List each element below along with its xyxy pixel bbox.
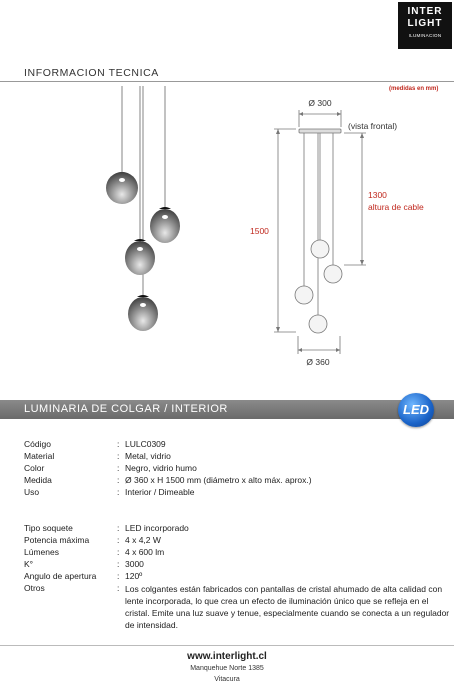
spec-label: Código xyxy=(24,439,51,449)
spec-label: Material xyxy=(24,451,55,461)
bottom-diameter-label: Ø 360 xyxy=(306,357,330,367)
spec-separator: : xyxy=(117,535,120,545)
led-badge: LED xyxy=(398,393,434,427)
spec-value: Metal, vidrio xyxy=(125,451,171,461)
category-band xyxy=(0,400,454,419)
spec-label: Color xyxy=(24,463,45,473)
top-diameter-label: Ø 300 xyxy=(308,98,332,108)
spec-label: Otros xyxy=(24,583,45,593)
spec-separator: : xyxy=(117,487,120,497)
spec-value: 120º xyxy=(125,571,143,581)
logo-line-1: INTER xyxy=(407,6,443,17)
technical-drawing xyxy=(274,110,366,354)
spec-value: Ø 360 x H 1500 mm (diámetro x alto máx. aprox.) xyxy=(125,475,312,485)
spec-separator: : xyxy=(117,439,120,449)
spec-separator: : xyxy=(117,475,120,485)
website-link[interactable]: www.interlight.cl xyxy=(187,651,267,662)
address-line-2: Vitacura xyxy=(214,676,240,683)
cable-length-label: 1300 xyxy=(368,190,387,200)
address-line-1: Manquehue Norte 1385 xyxy=(190,665,264,672)
pendant-shade-4 xyxy=(128,295,158,331)
category-title: LUMINARIA DE COLGAR / INTERIOR xyxy=(24,403,228,415)
spec-value: 4 x 4,2 W xyxy=(125,535,161,545)
dimensions-unit-note: (medidas en mm) xyxy=(389,86,439,92)
spec-separator: : xyxy=(117,451,120,461)
spec-separator: : xyxy=(117,559,120,569)
spec-label: Lúmenes xyxy=(24,547,59,557)
spec-separator: : xyxy=(117,583,120,593)
spec-separator: : xyxy=(117,547,120,557)
cable-length-caption: altura de cable xyxy=(368,202,424,212)
footer xyxy=(0,651,454,684)
spec-value: 4 x 600 lm xyxy=(125,547,165,557)
logo-line-3: ILUMINACION xyxy=(408,33,442,38)
spec-label: Uso xyxy=(24,487,40,497)
spec-label: Tipo soquete xyxy=(24,523,73,533)
logo-line-2: LIGHT xyxy=(407,18,443,29)
product-photo xyxy=(106,86,180,331)
spec-label: Medida xyxy=(24,475,52,485)
spec-separator: : xyxy=(117,463,120,473)
footer-divider xyxy=(0,645,454,646)
spec-label: Angulo de apertura xyxy=(24,571,97,581)
spec-label: Potencia máxima xyxy=(24,535,90,545)
total-height-label: 1500 xyxy=(250,226,269,236)
spec-label: K° xyxy=(24,559,34,569)
pendant-shade-2 xyxy=(150,207,180,243)
spec-value-otros: Los colgantes están fabricados con pantallas de cristal ahumado de alta calidad con lente incorporada, lo que crea un efecto de iluminación único que se refleja en el cristal. Emite una luz suave y tenue, especialmente cuando se conecta a un regulador de intensidad. xyxy=(125,584,450,630)
spec-value: LULC0309 xyxy=(125,439,166,449)
section-title: INFORMACION TECNICA xyxy=(24,67,159,79)
pendant-shade-3 xyxy=(125,239,155,275)
spec-separator: : xyxy=(117,523,120,533)
spec-value: Negro, vidrio humo xyxy=(125,463,197,473)
spec-value: LED incorporado xyxy=(125,523,189,533)
view-label: (vista frontal) xyxy=(348,121,398,131)
pendant-shade-1 xyxy=(106,172,138,204)
spec-value: Interior / Dimeable xyxy=(125,487,195,497)
spec-separator: : xyxy=(117,571,120,581)
spec-value: 3000 xyxy=(125,559,144,569)
